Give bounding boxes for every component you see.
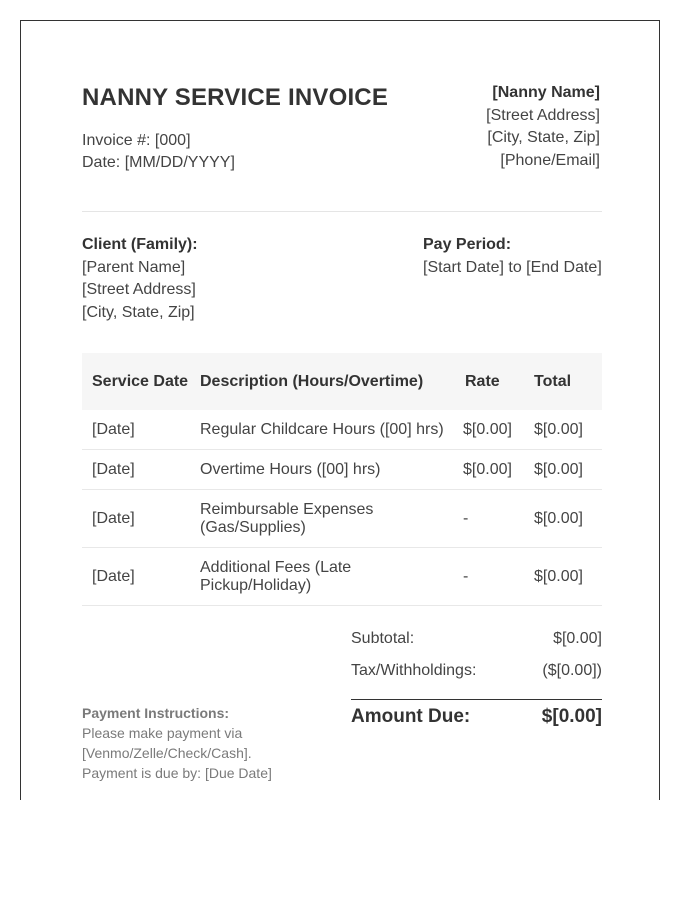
row-description: Overtime Hours ([00] hrs) [200,460,381,478]
subtotal-row [351,623,602,655]
invoice-title: NANNY SERVICE INVOICE [82,84,389,111]
tax-row [351,655,602,687]
client-city: [City, State, Zip] [82,303,195,321]
client-label: Client (Family): [82,236,198,253]
pay-period-label: Pay Period: [423,236,512,253]
pay-period-range: [Start Date] to [End Date] [423,258,602,276]
payment-instructions [82,703,272,783]
client-parent-name: [Parent Name] [82,258,186,276]
header-rate: Rate [465,372,500,390]
provider-block [486,82,600,172]
payment-label: Payment Instructions: [82,705,230,721]
table-row [82,450,602,490]
tax-label: Tax/Withholdings: [351,662,477,679]
row-rate: - [463,567,469,585]
header-divider [82,211,602,212]
provider-contact: [Phone/Email] [500,151,600,169]
row-date: [Date] [92,509,135,527]
row-description: Additional Fees (Late Pickup/Holiday) [200,558,352,594]
row-total: $[0.00] [534,567,583,585]
row-rate: - [463,509,469,527]
row-total: $[0.00] [534,509,583,527]
row-description: Regular Childcare Hours ([00] hrs) [200,420,444,438]
row-rate: $[0.00] [463,420,512,438]
invoice-date: Date: [MM/DD/YYYY] [82,154,235,171]
client-street: [Street Address] [82,281,196,298]
subtotal-label: Subtotal: [351,630,415,647]
table-row [82,410,602,450]
provider-street: [Street Address] [486,106,600,124]
header-service-date: Service Date [92,372,189,390]
row-description: Reimbursable Expenses (Gas/Supplies) [200,500,374,536]
row-date: [Date] [92,420,135,438]
tax-value: ($[0.00]) [542,662,602,679]
payment-line-2: [Venmo/Zelle/Check/Cash]. [82,745,252,761]
amount-due-row [351,706,602,728]
pay-period-block [423,234,602,279]
payment-line-3: Payment is due by: [Due Date] [82,765,272,781]
provider-city: [City, State, Zip] [487,129,600,146]
subtotal-value: $[0.00] [553,630,602,647]
header-description: Description (Hours/Overtime) [200,372,424,390]
invoice-number: Invoice #: [000] [82,132,191,149]
line-items-table [82,353,602,606]
invoice-page [20,20,660,800]
totals-block [351,623,602,728]
row-total: $[0.00] [534,460,583,478]
payment-line-1: Please make payment via [82,725,243,741]
header-total: Total [534,372,572,390]
row-total: $[0.00] [534,420,583,438]
provider-name: [Nanny Name] [492,84,600,101]
totals-divider [351,699,602,700]
table-row [82,490,602,548]
amount-due-label: Amount Due: [351,706,471,727]
row-date: [Date] [92,460,135,478]
amount-due-value: $[0.00] [541,706,602,727]
table-row [82,548,602,606]
row-date: [Date] [92,567,135,585]
client-block [82,234,198,324]
table-header [82,353,602,410]
row-rate: $[0.00] [463,460,512,478]
